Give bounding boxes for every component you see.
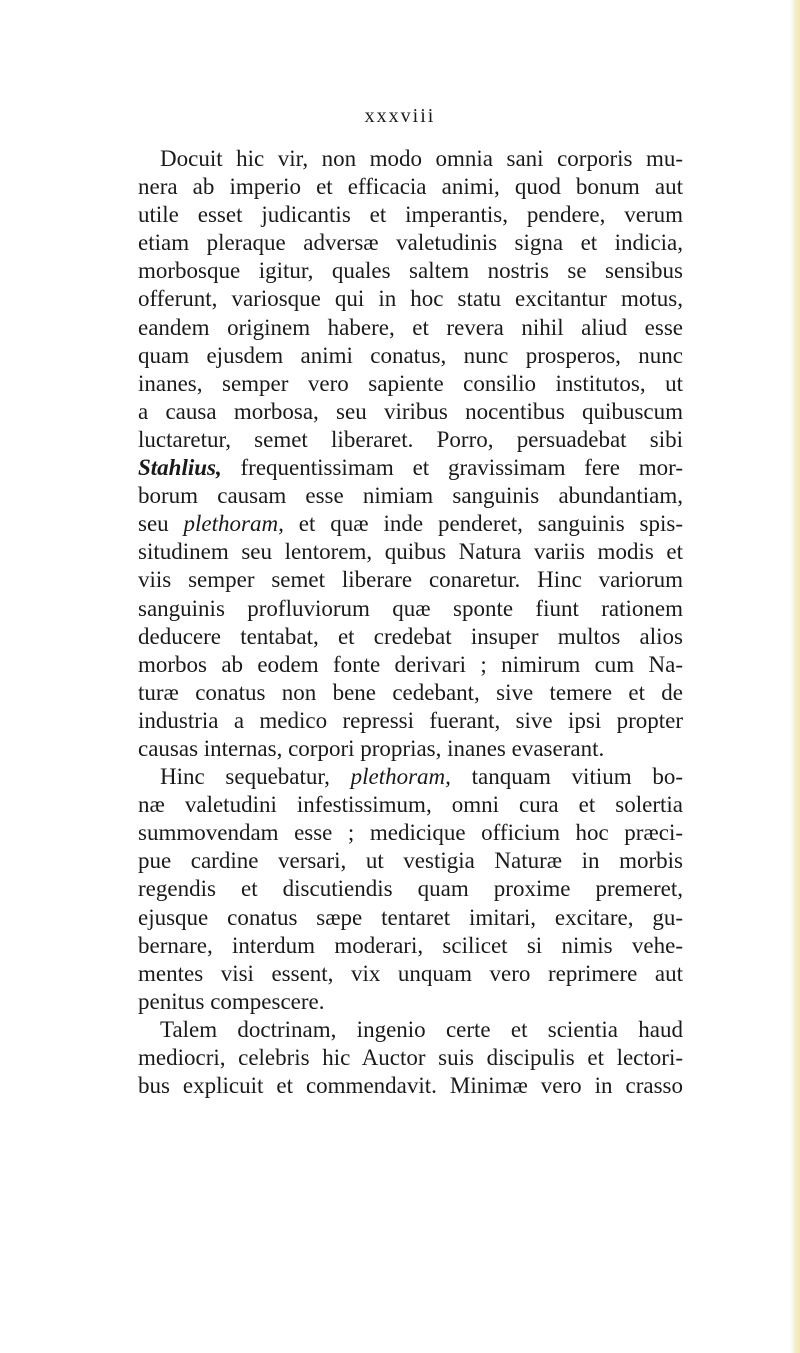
text-line <box>138 398 683 426</box>
text-line <box>138 257 683 285</box>
text-run: mentes visi essent, vix unquam vero reprimere aut <box>138 960 683 986</box>
text-run: morbos ab eodem fonte derivari ; nimirum cum Na- <box>138 651 683 677</box>
emphasized-word: plethoram, <box>183 511 284 537</box>
text-line <box>138 1016 683 1044</box>
text-line <box>138 538 683 566</box>
text-line <box>138 791 683 819</box>
text-run: et quæ inde penderet, sanguinis spis- <box>283 511 683 537</box>
text-run: eandem originem habere, et revera nihil aliud esse <box>138 314 683 340</box>
text-line <box>138 145 683 173</box>
text-line <box>138 932 683 960</box>
text-line <box>138 229 683 257</box>
text-line <box>138 595 683 623</box>
text-line <box>138 623 683 651</box>
text-run: bus explicuit et commendavit. Minimæ vero in crasso <box>138 1073 683 1099</box>
text-line <box>138 679 683 707</box>
text-run: seu <box>138 511 184 537</box>
text-run: luctaretur, semet liberaret. Porro, persuadebat sibi <box>138 426 683 452</box>
text-run: mediocri, celebris hic Auctor suis discipulis et lectori- <box>138 1045 683 1070</box>
text-line <box>138 566 683 594</box>
text-run: a causa morbosa, seu viribus nocentibus quibuscum <box>138 398 683 424</box>
text-line <box>138 370 683 398</box>
text-line <box>138 510 683 538</box>
text-run: bernare, interdum moderari, scilicet si nimis vehe- <box>138 932 683 958</box>
text-run: nera ab imperio et efficacia animi, quod bonum aut <box>138 174 683 200</box>
text-line <box>138 847 683 875</box>
text-line <box>138 285 683 313</box>
text-run: ejusque conatus sæpe tentaret imitari, excitare, gu- <box>138 904 683 930</box>
text-run: regendis et discutiendis quam proxime premeret, <box>138 876 683 902</box>
text-run: Docuit hic vir, non modo omnia sani corporis mu- <box>160 146 683 171</box>
scan-edge <box>790 0 800 1353</box>
text-run: quam ejusdem animi conatus, nunc prosperos, nunc <box>138 342 683 368</box>
text-line <box>138 1072 683 1100</box>
text-line <box>138 426 683 454</box>
text-line <box>138 201 683 229</box>
text-line <box>138 342 683 370</box>
text-line <box>138 1044 683 1072</box>
text-run: inanes, semper vero sapiente consilio institutos, ut <box>138 370 683 396</box>
text-run: tanquam vitium bo- <box>450 764 683 790</box>
text-line <box>138 819 683 847</box>
text-run: pue cardine versari, ut vestigia Naturæ in morbis <box>138 848 683 874</box>
text-run: utile esset judicantis et imperantis, pendere, verum <box>138 202 683 228</box>
text-run: viis semper semet liberare conaretur. Hinc variorum <box>138 567 683 593</box>
text-line <box>138 904 683 932</box>
emphasized-word: plethoram, <box>350 764 451 790</box>
text-run: Hinc sequebatur, <box>160 764 351 790</box>
text-line <box>138 960 683 988</box>
text-run: turæ conatus non bene cedebant, sive temere et de <box>138 679 683 705</box>
text-run: frequentissimam et gravissimam fere mor- <box>221 455 683 481</box>
text-run: offerunt, variosque qui in hoc statu excitantur motus, <box>138 286 683 312</box>
text-line <box>138 763 683 791</box>
text-line <box>138 454 683 482</box>
text-line <box>138 707 683 735</box>
text-run: borum causam esse nimiam sanguinis abundantiam, <box>138 483 683 509</box>
emphasized-word: Stahlius, <box>138 455 222 481</box>
text-line <box>138 482 683 510</box>
text-run: Talem doctrinam, ingenio certe et scientia haud <box>160 1016 683 1042</box>
text-run: penitus compescere. <box>138 988 325 1014</box>
body-text <box>138 145 683 1100</box>
text-run: causas internas, corpori proprias, inanes evaserant. <box>138 735 605 761</box>
text-line <box>138 314 683 342</box>
page-number: xxxviii <box>364 105 436 127</box>
text-run: morbosque igitur, quales saltem nostris se sensibus <box>138 258 683 284</box>
text-line <box>138 988 683 1016</box>
text-run: industria a medico repressi fuerant, sive ipsi propter <box>138 707 683 733</box>
text-run: deducere tentabat, et credebat insuper multos alios <box>138 623 683 649</box>
text-run: næ valetudini infestissimum, omni cura et solertia <box>138 792 683 818</box>
text-run: situdinem seu lentorem, quibus Natura variis modis et <box>138 539 683 565</box>
text-line <box>138 651 683 679</box>
text-line <box>138 875 683 903</box>
text-run: summovendam esse ; medicique officium hoc præci- <box>138 820 683 846</box>
text-run: sanguinis profluviorum quæ sponte fiunt rationem <box>138 595 683 621</box>
text-run: etiam pleraque adversæ valetudinis signa et indicia, <box>138 230 683 256</box>
text-line <box>138 735 683 763</box>
text-line <box>138 173 683 201</box>
